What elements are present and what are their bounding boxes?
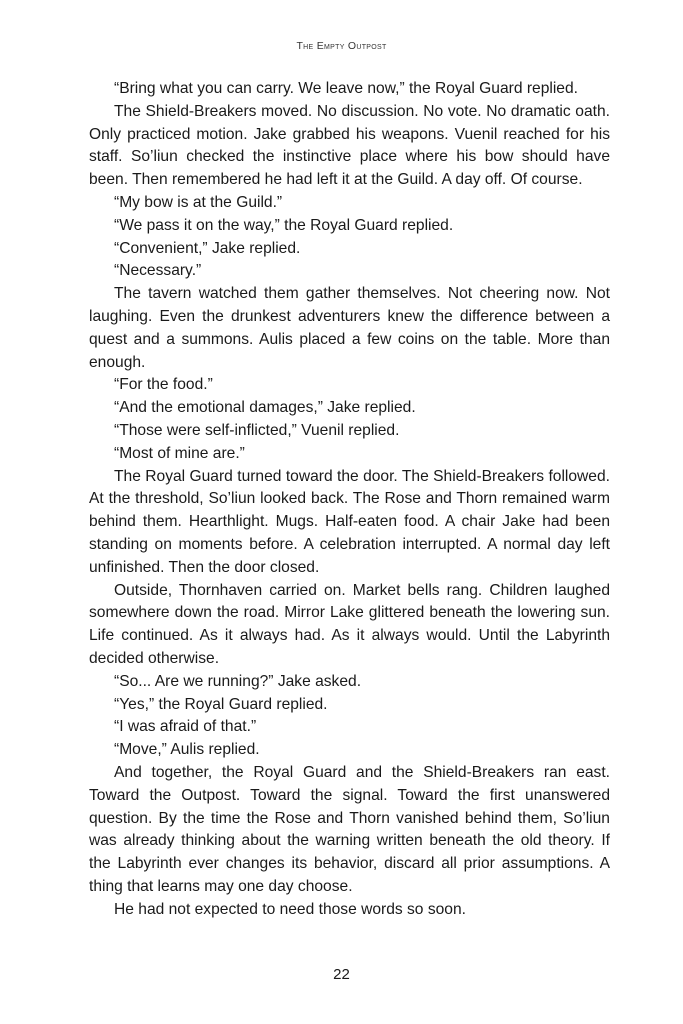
paragraph: “Move,” Aulis replied. <box>114 741 260 759</box>
paragraph: “Most of mine are.” <box>114 444 245 462</box>
paragraph: The tavern watched them gather themselves. Not cheering now. Not laughing. Even the drunkest adventurers knew the difference between a quest and a summons. Aulis placed a few coins on the table. More than enough. <box>89 285 610 371</box>
paragraph: “Necessary.” <box>114 262 202 280</box>
paragraph: “Bring what you can carry. We leave now,” the Royal Guard replied. <box>114 80 578 97</box>
paragraph: The Royal Guard turned toward the door. The Shield-Breakers followed. At the threshold, So’liun looked back. The Rose and Thorn remained warm behind them. Hearthlight. Mugs. Half-eaten food. A chair Jake had been standing on moments before. A celebration interrupted. A normal day left unfinished. Then the door closed. <box>89 467 610 576</box>
paragraph: “I was afraid of that.” <box>114 718 257 736</box>
paragraph: “And the emotional damages,” Jake replied. <box>114 399 416 417</box>
paragraph: Outside, Thornhaven carried on. Market bells rang. Children laughed somewhere down the road. Mirror Lake glittered beneath the lowering sun. Life continued. As it always had. As it always would. Until the Labyrinth decided otherwise. <box>89 581 610 667</box>
paragraph: He had not expected to need those words so soon. <box>114 900 466 918</box>
paragraph: “Those were self-inflicted,” Vuenil replied. <box>114 421 400 439</box>
paragraph: “Yes,” the Royal Guard replied. <box>114 695 328 713</box>
paragraph: “For the food.” <box>114 376 213 394</box>
paragraph: And together, the Royal Guard and the Shield-Breakers ran east. Toward the Outpost. Toward the signal. Toward the first unanswered question. By the time the Rose and Thorn vanished behind them, So’liun was already thinking about the warning written beneath the old theory. If the Labyrinth ever changes its behavior, discard all prior assumptions. A thing that learns may one day choose. <box>89 763 610 895</box>
paragraph: “My bow is at the Guild.” <box>114 193 283 211</box>
body-text <box>89 78 610 921</box>
paragraph: “So... Are we running?” Jake asked. <box>114 672 362 690</box>
paragraph: The Shield-Breakers moved. No discussion. No vote. No dramatic oath. Only practiced motion. Jake grabbed his weapons. Vuenil reached for his staff. So’liun checked the instinctive place where his bow should have been. Then remembered he had left it at the Guild. A day off. Of course. <box>89 102 610 189</box>
running-header: The Empty Outpost <box>296 40 387 52</box>
paragraph: “We pass it on the way,” the Royal Guard replied. <box>114 216 454 234</box>
page-number: 22 <box>333 966 350 983</box>
paragraph: “Convenient,” Jake replied. <box>114 239 301 257</box>
